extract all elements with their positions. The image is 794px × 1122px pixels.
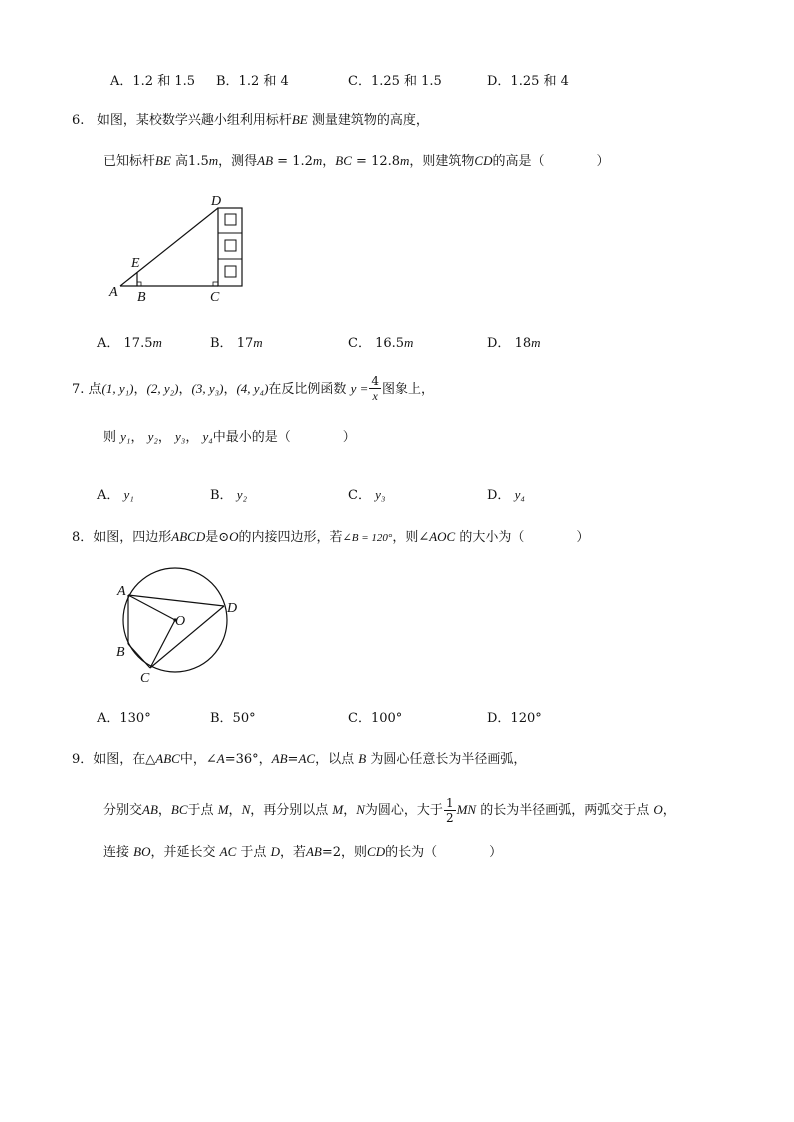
q6-line2	[103, 154, 610, 168]
q7-point: (2, y₂)	[146, 381, 179, 396]
q9-var: ABC	[155, 751, 180, 766]
q7-var: y₄	[202, 429, 213, 444]
segment-ao	[128, 595, 175, 620]
q8-option-d: D．120°	[487, 711, 542, 726]
q7-point: (3, y₃)	[191, 381, 224, 396]
fraction-numerator: 1	[445, 796, 454, 810]
q9-text: 的长为（ ）	[385, 845, 503, 860]
q8-text: 8．如图，四边形	[72, 530, 172, 545]
q8-var: ABCD	[171, 529, 206, 544]
q5-option-a: A．1.2 和 1.5	[110, 74, 196, 89]
option-unit: m	[404, 335, 414, 350]
q6-line1	[72, 113, 429, 127]
q6-unit: m	[208, 153, 219, 168]
q6-option-d	[487, 332, 541, 351]
option-letter: C．	[348, 336, 371, 351]
q6-var: BE	[291, 112, 308, 127]
label-b: B	[116, 645, 125, 660]
option-letter: B．	[210, 488, 233, 503]
q7-option-a	[97, 484, 134, 503]
q9-var: AC	[298, 751, 316, 766]
q6-text: = 1.2	[273, 154, 313, 169]
q7-text: 中最小的是（ ）	[212, 430, 356, 445]
q8-text: 的大小为（ ）	[459, 530, 590, 545]
q8-line1	[72, 530, 589, 544]
q7-var: y₁	[120, 429, 131, 444]
q9-var: AB	[305, 844, 322, 859]
side-da	[128, 595, 224, 606]
q8-text: 的内接四边形，若	[238, 530, 343, 545]
q9-text: ，	[228, 803, 242, 818]
fraction-denominator: 2	[445, 811, 454, 825]
building-window	[225, 214, 236, 225]
segment-oc	[150, 620, 175, 668]
q9-line1	[72, 752, 526, 766]
q5-option-b: B．1.2 和 4	[216, 74, 289, 89]
q6-figure	[100, 185, 260, 310]
option-letter: A．	[97, 488, 120, 503]
label-d: D	[227, 601, 238, 616]
option-value: y₄	[514, 487, 525, 502]
label-b: B	[137, 290, 146, 305]
q6-text: = 12.8	[351, 154, 401, 169]
q9-text: =36°，	[224, 752, 272, 767]
q9-var: CD	[367, 844, 386, 859]
label-a: A	[117, 584, 126, 599]
q9-text: 为圆心任意长为半径画弧，	[370, 752, 527, 767]
q5-option-c: C．1.25 和 1.5	[348, 74, 442, 89]
q9-text: ，	[662, 803, 676, 818]
option-value: 17.5	[123, 336, 153, 351]
q9-var: A	[216, 751, 225, 766]
q6-option-a	[97, 332, 162, 351]
option-letter: C．	[348, 488, 371, 503]
q9-var: AC	[219, 844, 237, 859]
q9-text: ，并延长交	[150, 845, 216, 860]
building-window	[225, 266, 236, 277]
q7-text: 则	[103, 430, 117, 445]
option-value: 18	[514, 336, 532, 351]
q6-unit: m	[312, 153, 323, 168]
q9-var: AB	[142, 802, 158, 817]
q7-option-d	[487, 484, 525, 503]
q9-text: 连接	[103, 845, 130, 860]
option-letter: B．	[210, 336, 233, 351]
fraction-numerator: 4	[371, 374, 379, 388]
q6-text: 高1.5	[175, 154, 209, 169]
option-value: y₁	[123, 487, 134, 502]
option-value: 16.5	[375, 336, 405, 351]
label-c: C	[210, 290, 220, 305]
side-cd	[150, 606, 224, 668]
q9-var: M	[217, 802, 229, 817]
option-value: y₃	[375, 487, 386, 502]
right-angle-c	[213, 282, 218, 286]
q8-option-b: B．50°	[210, 711, 256, 726]
option-unit: m	[152, 335, 162, 350]
q9-text: ，再分别以点	[250, 803, 329, 818]
q7-text: 在反比例函数	[268, 382, 347, 397]
q9-text: 的长为半径画弧，两弧交于点	[480, 803, 650, 818]
q9-text: ，	[343, 803, 357, 818]
q9-var: AB	[271, 751, 288, 766]
q9-text: 中，∠	[179, 752, 217, 767]
q8-var: AOC	[429, 529, 456, 544]
q7-point: (4, y₄)	[236, 381, 269, 396]
q6-unit: m	[400, 153, 410, 168]
q7-option-c	[348, 484, 385, 503]
q9-var: D	[270, 844, 280, 859]
q9-line3	[103, 845, 502, 859]
fraction-denominator: x	[372, 389, 378, 403]
hypotenuse-line	[120, 208, 218, 286]
right-angle-b	[137, 282, 141, 286]
q9-text: =2，则	[321, 845, 368, 860]
q6-option-b	[210, 332, 263, 351]
q9-text: =	[287, 752, 299, 767]
option-unit: m	[253, 335, 263, 350]
q7-line2: 则 y₁， y₂， y₃， y₄中最小的是（ ）	[103, 429, 356, 445]
option-unit: m	[531, 335, 541, 350]
q7-point: (1, y₁)	[101, 381, 134, 396]
building-window	[225, 240, 236, 251]
q7-fraction	[369, 375, 381, 402]
q6-number: 6.	[72, 113, 85, 128]
option-value: 17	[236, 336, 254, 351]
q5-option-d: D．1.25 和 4	[487, 74, 569, 89]
q7-var: y₂	[147, 429, 158, 444]
q6-text: 如图，某校数学兴趣小组利用标杆	[96, 113, 292, 128]
q6-var: AB	[257, 153, 274, 168]
q9-text: 分别交	[103, 803, 143, 818]
q9-var: N	[356, 802, 365, 817]
q6-text-tail: 测量建筑物的高度，	[311, 113, 429, 128]
q8-var: O	[229, 529, 239, 544]
label-a: A	[109, 285, 118, 300]
q9-text: ，	[157, 803, 171, 818]
q9-var: M	[332, 802, 344, 817]
q7-func-lhs: y =	[350, 381, 369, 396]
q6-text: ，	[322, 154, 336, 169]
q6-var: BC	[335, 153, 352, 168]
building	[218, 208, 242, 286]
option-value: y₂	[236, 487, 247, 502]
q6-var: CD	[474, 153, 493, 168]
q8-figure	[100, 570, 250, 690]
q7-number: 7. 点	[72, 382, 102, 397]
q9-line2	[103, 797, 676, 824]
q9-var: BC	[170, 802, 188, 817]
q7-text: 图象上，	[382, 382, 435, 397]
q9-var: BO	[133, 844, 151, 859]
option-letter: D．	[487, 336, 511, 351]
q9-fraction	[444, 797, 456, 824]
option-letter: A．	[97, 336, 120, 351]
q6-option-c	[348, 332, 413, 351]
q6-text: ，测得	[218, 154, 258, 169]
q9-text: ，以点	[315, 752, 355, 767]
q6-var: BE	[155, 153, 171, 168]
q9-var: O	[653, 802, 663, 817]
q9-text: ，若	[279, 845, 306, 860]
q9-text: 为圆心，大于	[364, 803, 443, 818]
q9-text: 于点	[240, 845, 267, 860]
label-d: D	[211, 194, 222, 209]
label-o: O	[175, 614, 186, 629]
q7-var: y₃	[175, 429, 186, 444]
q8-text: ，则∠	[392, 530, 430, 545]
q9-var: N	[241, 802, 251, 817]
label-c: C	[140, 671, 150, 686]
q9-text: 9．如图，在△	[72, 752, 156, 767]
q9-var: B	[358, 751, 367, 766]
q8-angle: ∠B = 120°	[342, 532, 393, 544]
q6-text: ，则建筑物	[409, 154, 475, 169]
q9-text: 于点	[187, 803, 214, 818]
label-e: E	[131, 256, 140, 271]
q6-text: 的高是（ ）	[492, 154, 610, 169]
option-letter: D．	[487, 488, 511, 503]
q9-var: MN	[456, 802, 477, 817]
q6-text: 已知标杆	[103, 154, 156, 169]
q8-text: 是⊙	[205, 530, 230, 545]
q8-option-a: A．130°	[97, 711, 151, 726]
q8-option-c: C．100°	[348, 711, 403, 726]
q7-option-b	[210, 484, 247, 503]
q7-line1: 7. 点(1, y₁)，(2, y₂)，(3, y₃)，(4, y₄)在反比例函数 y = $\frac{4}{x}$ 图象上，	[72, 374, 435, 403]
side-bc	[128, 644, 150, 668]
